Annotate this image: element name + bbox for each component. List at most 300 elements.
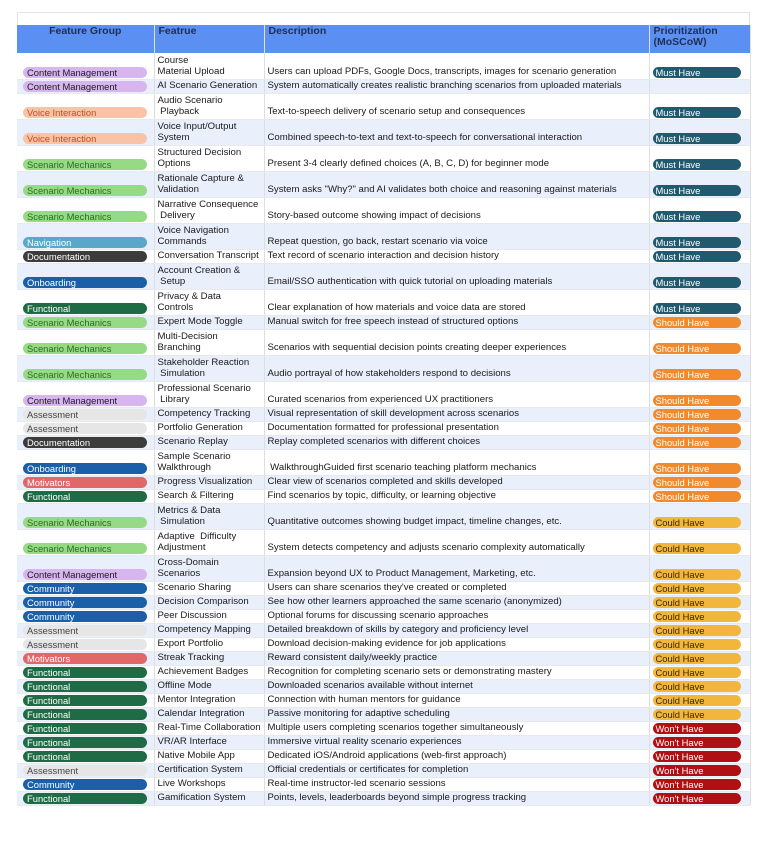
feature-name-line: Controls [157,302,194,314]
priority-chip: Should Have [653,317,741,328]
feature-group-chip: Scenario Mechanics [23,517,147,528]
feature-description-cell: Reward consistent daily/weekly practice [264,651,649,665]
feature-name-cell [154,449,264,475]
feature-name-cell [154,679,264,693]
feature-name-line: Narrative Consequence [157,199,259,211]
priority-cell [649,679,750,693]
priority-chip: Won't Have [653,751,741,762]
feature-name-cell [154,693,264,707]
table-row [17,315,750,329]
feature-name-cell [154,407,264,421]
feature-group-cell [17,475,154,489]
priority-chip: Must Have [653,303,741,314]
priority-cell [649,595,750,609]
feature-name-line: Stakeholder Reaction [157,357,250,369]
feature-description-cell: Present 3-4 clearly defined choices (A, B, C, D) for beginner mode [264,145,649,171]
feature-group-cell [17,421,154,435]
table-row [17,763,750,777]
feature-group-chip: Functional [23,751,147,762]
feature-description-cell: Expansion beyond UX to Product Management, Marketing, etc. [264,555,649,581]
table-row [17,707,750,721]
priority-cell [649,693,750,707]
priority-cell [649,609,750,623]
feature-group-chip: Navigation [23,237,147,248]
feature-group-chip: Voice Interaction [23,107,147,118]
feature-name-line: Live Workshops [157,778,226,790]
feature-name-line: Competency Tracking [157,408,251,420]
feature-group-cell [17,735,154,749]
feature-group-cell [17,329,154,355]
feature-description-cell: Recognition for completing scenario sets or demonstrating mastery [264,665,649,679]
feature-name-cell [154,721,264,735]
feature-name-cell [154,609,264,623]
feature-group-cell [17,555,154,581]
table-row [17,435,750,449]
feature-group-cell [17,693,154,707]
feature-description-cell: Repeat question, go back, restart scenario via voice [264,223,649,249]
feature-prioritization-table [17,25,751,806]
priority-chip: Could Have [653,695,741,706]
feature-name-cell [154,421,264,435]
table-row [17,721,750,735]
priority-cell [649,503,750,529]
table-row [17,381,750,407]
priority-cell [649,223,750,249]
feature-group-cell [17,651,154,665]
table-row [17,289,750,315]
feature-group-chip: Functional [23,695,147,706]
feature-name-line: Gamification System [157,792,246,804]
priority-cell [649,637,750,651]
feature-description-cell: Immersive virtual reality scenario experiences [264,735,649,749]
feature-name-cell [154,171,264,197]
priority-cell [649,355,750,381]
feature-name-cell [154,503,264,529]
feature-group-cell [17,623,154,637]
table-row [17,421,750,435]
feature-group-cell [17,119,154,145]
table-row [17,489,750,503]
feature-group-cell [17,791,154,805]
table-row [17,79,750,93]
feature-group-cell [17,263,154,289]
feature-group-chip: Documentation [23,251,147,262]
feature-name-line: Voice Input/Output [157,121,237,133]
feature-group-cell [17,609,154,623]
feature-description-cell: Audio portrayal of how stakeholders respond to decisions [264,355,649,381]
priority-chip: Must Have [653,67,741,78]
feature-group-chip: Scenario Mechanics [23,317,147,328]
feature-description-cell: System detects competency and adjusts scenario complexity automatically [264,529,649,555]
feature-name-cell [154,555,264,581]
feature-group-cell [17,707,154,721]
feature-group-chip: Voice Interaction [23,133,147,144]
feature-group-cell [17,93,154,119]
priority-chip: Should Have [653,437,741,448]
feature-name-cell [154,623,264,637]
feature-group-chip: Functional [23,737,147,748]
feature-name-line: Adaptive Difficulty [157,531,237,543]
feature-name-cell [154,791,264,805]
feature-name-cell [154,93,264,119]
table-row [17,749,750,763]
feature-name-cell [154,249,264,263]
priority-cell [649,435,750,449]
feature-group-cell [17,355,154,381]
feature-description-cell: Detailed breakdown of skills by category and proficiency level [264,623,649,637]
table-row [17,609,750,623]
feature-name-cell [154,489,264,503]
priority-chip: Won't Have [653,723,741,734]
priority-chip: Won't Have [653,737,741,748]
priority-chip: Should Have [653,409,741,420]
feature-description-cell: Real-time instructor-led scenario sessions [264,777,649,791]
feature-name-line: Validation [157,184,199,196]
feature-description-cell: Replay completed scenarios with different choices [264,435,649,449]
priority-cell [649,407,750,421]
priority-chip: Could Have [653,639,741,650]
feature-name-cell [154,329,264,355]
table-row [17,581,750,595]
feature-group-chip: Assessment [23,625,147,636]
priority-cell [649,555,750,581]
priority-chip: Could Have [653,681,741,692]
feature-name-cell [154,763,264,777]
table-row [17,329,750,355]
feature-group-cell [17,581,154,595]
feature-description-cell: Download decision-making evidence for job applications [264,637,649,651]
feature-name-cell [154,381,264,407]
header-feature: Featrue [154,25,264,53]
table-row [17,623,750,637]
priority-chip: Could Have [653,611,741,622]
feature-name-line: Material Upload [157,66,225,78]
feature-group-cell [17,53,154,79]
feature-name-line: Export Portfolio [157,638,224,650]
feature-description-cell: Optional forums for discussing scenario approaches [264,609,649,623]
priority-chip: Must Have [653,211,741,222]
feature-name-cell [154,197,264,223]
table-row [17,171,750,197]
feature-name-line: Branching [157,342,201,354]
priority-cell [649,119,750,145]
table-body [17,53,750,805]
feature-description-cell: Curated scenarios from experienced UX practitioners [264,381,649,407]
feature-group-chip: Onboarding [23,463,147,474]
feature-group-cell [17,529,154,555]
feature-name-line: Expert Mode Toggle [157,316,243,328]
feature-group-cell [17,171,154,197]
feature-description-cell: Combined speech-to-text and text-to-speech for conversational interaction [264,119,649,145]
feature-group-chip: Scenario Mechanics [23,159,147,170]
priority-cell [649,93,750,119]
header-row [17,25,750,53]
feature-name-line: Streak Tracking [157,652,225,664]
feature-group-chip: Functional [23,723,147,734]
feature-group-chip: Content Management [23,395,147,406]
priority-chip: Won't Have [653,765,741,776]
feature-group-cell [17,315,154,329]
feature-name-line: Progress Visualization [157,476,253,488]
header-description: Description [264,25,649,53]
priority-chip: Won't Have [653,779,741,790]
table-row [17,637,750,651]
priority-chip: Should Have [653,343,741,354]
feature-name-cell [154,595,264,609]
feature-name-line: Options [157,158,191,170]
feature-name-line: Setup [157,276,186,288]
feature-name-cell [154,289,264,315]
feature-name-line: Course [157,55,189,67]
priority-chip: Should Have [653,463,741,474]
feature-description-cell: Passive monitoring for adaptive scheduling [264,707,649,721]
feature-name-line: Library [157,394,190,406]
feature-group-chip: Community [23,597,147,608]
feature-group-cell [17,489,154,503]
feature-name-line: Native Mobile App [157,750,235,762]
feature-group-cell [17,197,154,223]
priority-chip: Should Have [653,369,741,380]
feature-name-cell [154,315,264,329]
feature-group-chip: Onboarding [23,277,147,288]
priority-cell [649,289,750,315]
feature-description-cell: System automatically creates realistic branching scenarios from uploaded materials [264,79,649,93]
feature-name-cell [154,355,264,381]
feature-group-cell [17,763,154,777]
feature-group-chip: Motivators [23,477,147,488]
priority-chip: Must Have [653,277,741,288]
feature-group-chip: Scenario Mechanics [23,543,147,554]
priority-chip: Could Have [653,597,741,608]
priority-chip: Could Have [653,517,741,528]
feature-group-cell [17,79,154,93]
feature-name-line: Privacy & Data [157,291,221,303]
feature-description-cell: Find scenarios by topic, difficulty, or learning objective [264,489,649,503]
feature-name-cell [154,223,264,249]
feature-name-line: Metrics & Data [157,505,221,517]
feature-description-cell: Documentation formatted for professional presentation [264,421,649,435]
priority-chip: Should Have [653,491,741,502]
table-row [17,249,750,263]
feature-description-cell: Multiple users completing scenarios together simultaneously [264,721,649,735]
priority-cell [649,749,750,763]
feature-name-line: Scenario Replay [157,436,228,448]
priority-cell [649,197,750,223]
feature-name-cell [154,749,264,763]
feature-name-line: Cross-Domain [157,557,219,569]
feature-group-cell [17,679,154,693]
priority-chip: Could Have [653,653,741,664]
table-row [17,407,750,421]
priority-cell [649,171,750,197]
table-row [17,503,750,529]
priority-chip: Won't Have [653,793,741,804]
feature-name-line: Adjustment [157,542,206,554]
priority-chip: Should Have [653,477,741,488]
header-prioritization-line1: Prioritization [653,25,718,37]
feature-group-cell [17,407,154,421]
feature-group-cell [17,749,154,763]
priority-cell [649,721,750,735]
feature-group-chip: Content Management [23,81,147,92]
table-row [17,555,750,581]
moscow-table-container [17,12,750,806]
feature-name-line: AI Scenario Generation [157,80,258,92]
priority-chip: Must Have [653,133,741,144]
feature-name-line: Multi-Decision [157,331,218,343]
priority-cell [649,53,750,79]
priority-chip: Must Have [653,159,741,170]
priority-cell [649,707,750,721]
priority-cell [649,79,750,93]
priority-cell [649,529,750,555]
feature-name-line: Conversation Transcript [157,250,259,262]
feature-name-line: Voice Navigation [157,225,229,237]
priority-cell [649,249,750,263]
feature-name-cell [154,665,264,679]
feature-name-cell [154,777,264,791]
feature-name-line: Playback [157,106,200,118]
table-row [17,197,750,223]
feature-name-line: System [157,132,190,144]
table-row [17,791,750,805]
feature-group-chip: Functional [23,491,147,502]
feature-group-chip: Functional [23,793,147,804]
feature-name-cell [154,53,264,79]
feature-group-chip: Functional [23,303,147,314]
feature-name-cell [154,145,264,171]
priority-chip: Could Have [653,667,741,678]
feature-description-cell: Connection with human mentors for guidance [264,693,649,707]
feature-group-chip: Scenario Mechanics [23,369,147,380]
feature-name-line: Offline Mode [157,680,212,692]
feature-description-cell: Downloaded scenarios available without internet [264,679,649,693]
feature-description-cell: Email/SSO authentication with quick tutorial on uploading materials [264,263,649,289]
priority-cell [649,651,750,665]
table-row [17,595,750,609]
feature-name-line: Real-Time Collaboration [157,722,261,734]
priority-cell [649,581,750,595]
priority-chip: Could Have [653,625,741,636]
feature-name-cell [154,263,264,289]
header-prioritization-line2: (MoSCoW) [653,36,707,48]
priority-cell [649,791,750,805]
feature-name-line: Achievement Badges [157,666,249,678]
priority-chip: Must Have [653,185,741,196]
feature-description-cell: Story-based outcome showing impact of decisions [264,197,649,223]
feature-description-cell: Manual switch for free speech instead of structured options [264,315,649,329]
table-row [17,145,750,171]
priority-cell [649,623,750,637]
feature-group-chip: Scenario Mechanics [23,343,147,354]
feature-name-line: Portfolio Generation [157,422,243,434]
feature-name-line: Walkthrough [157,462,212,474]
feature-name-cell [154,707,264,721]
feature-name-line: VR/AR Interface [157,736,227,748]
feature-group-cell [17,249,154,263]
table-row [17,93,750,119]
feature-name-cell [154,79,264,93]
table-row [17,777,750,791]
feature-group-chip: Assessment [23,639,147,650]
table-row [17,475,750,489]
feature-name-line: Certification System [157,764,243,776]
feature-name-line: Mentor Integration [157,694,236,706]
feature-group-cell [17,289,154,315]
feature-name-cell [154,735,264,749]
feature-name-line: Rationale Capture & [157,173,244,185]
priority-chip: Must Have [653,107,741,118]
feature-name-line: Account Creation & [157,265,241,277]
table-row [17,651,750,665]
table-row [17,679,750,693]
feature-description-cell: Points, levels, leaderboards beyond simple progress tracking [264,791,649,805]
priority-cell [649,329,750,355]
priority-cell [649,449,750,475]
feature-group-cell [17,449,154,475]
table-row [17,223,750,249]
feature-name-line: Commands [157,236,207,248]
feature-name-cell [154,581,264,595]
feature-group-cell [17,503,154,529]
priority-cell [649,263,750,289]
feature-group-cell [17,665,154,679]
feature-name-cell [154,651,264,665]
priority-chip: Could Have [653,709,741,720]
feature-name-cell [154,475,264,489]
priority-chip: Could Have [653,583,741,594]
header-prioritization [649,25,750,53]
feature-group-chip: Community [23,779,147,790]
feature-name-line: Search & Filtering [157,490,234,502]
feature-name-line: Simulation [157,516,205,528]
feature-name-cell [154,637,264,651]
table-row [17,53,750,79]
feature-description-cell: WalkthroughGuided first scenario teaching platform mechanics [264,449,649,475]
feature-name-line: Professional Scenario [157,383,251,395]
feature-name-line: Scenario Sharing [157,582,232,594]
feature-group-chip: Functional [23,709,147,720]
feature-group-chip: Community [23,611,147,622]
feature-group-chip: Content Management [23,67,147,78]
priority-cell [649,735,750,749]
priority-chip: Could Have [653,569,741,580]
feature-group-chip: Assessment [23,423,147,434]
feature-description-cell: See how other learners approached the same scenario (anonymized) [264,595,649,609]
feature-description-cell: Dedicated iOS/Android applications (web-first approach) [264,749,649,763]
feature-name-line: Scenarios [157,568,201,580]
feature-name-line: Sample Scenario [157,451,231,463]
table-row [17,665,750,679]
feature-group-cell [17,637,154,651]
feature-group-cell [17,435,154,449]
priority-cell [649,381,750,407]
feature-name-line: Peer Discussion [157,610,227,622]
feature-group-chip: Assessment [23,409,147,420]
priority-chip: Must Have [653,237,741,248]
table-row [17,529,750,555]
priority-chip: Must Have [653,251,741,262]
priority-chip: Should Have [653,395,741,406]
priority-cell [649,763,750,777]
table-row [17,449,750,475]
feature-group-chip: Content Management [23,569,147,580]
feature-group-cell [17,721,154,735]
feature-group-cell [17,595,154,609]
feature-name-line: Decision Comparison [157,596,249,608]
table-row [17,693,750,707]
priority-cell [649,489,750,503]
